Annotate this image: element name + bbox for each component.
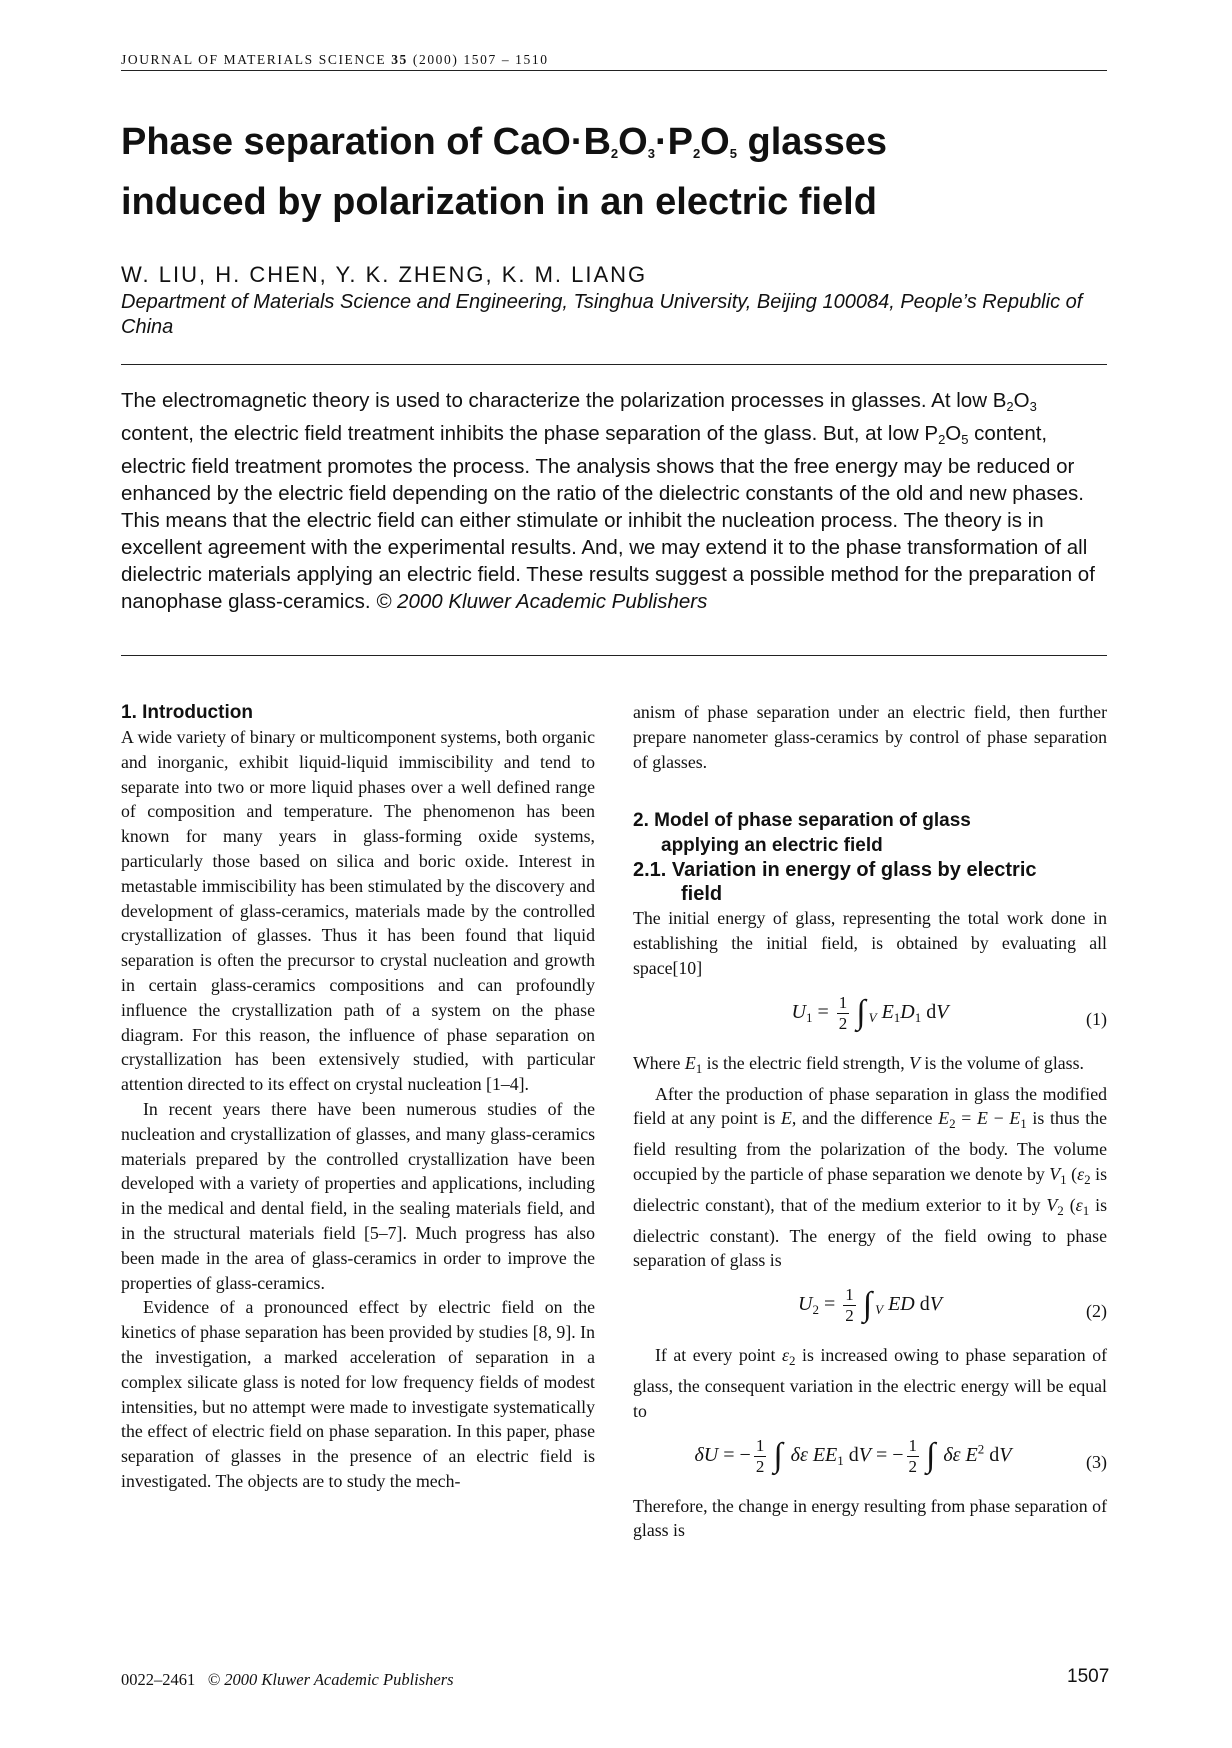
divider-bottom xyxy=(121,655,1107,656)
abstract-copyright: © 2000 Kluwer Academic Publishers xyxy=(376,590,708,613)
equation-2: $U_2$ = $\frac{1}{2}$ ∫ $_V$ ED dV (2) xyxy=(798,1285,1107,1326)
journal-volume: 35 xyxy=(391,52,408,67)
equation-1: $U_1$ = $\frac{1}{2}$ ∫ $_V$ $E_1D_1$ dV (1) xyxy=(791,992,1107,1033)
equation-number: (2) xyxy=(1086,1301,1107,1322)
article-title: Phase separation of $CaO\cdot B_2O_3\cdot P_2O_5$ glasses induced by polarization in an electric field xyxy=(121,121,887,223)
abstract: The electromagnetic theory is used to characterize the polarization processes in glasses. At low $B_2O_3$ content, the electric field treatment inhibits the phase separation of the glass. But, at low $P_2O_5$ content, electric field treatment promotes the process. The analysis shows that the free energy may be reduced or enhanced by the electric field depending on the ratio of the dielectric constants of the old and new phases. This means that the electric field can either stimulate or inhibit the nucleation process. The theory is in excellent agreement with the experimental results. And, we may extend it to the phase transformation of all dielectric materials applying an electric field. These results suggest a possible method for the preparation of nanophase glass-ceramics. © 2000 Kluwer Academic Publishers xyxy=(121,389,1095,613)
paragraph: The initial energy of glass, representing the total work done in establishing the initial field, is obtained by evaluating all space[10] xyxy=(633,908,1107,978)
equation-number: (1) xyxy=(1086,1008,1107,1029)
journal-name: JOURNAL OF MATERIALS SCIENCE xyxy=(121,52,387,67)
journal-year: (2000) xyxy=(412,52,459,67)
author-list: W. LIU, H. CHEN, Y. K. ZHENG, K. M. LIANG xyxy=(121,262,648,287)
footer-issn: 0022–2461 © 2000 Kluwer Academic Publishers xyxy=(121,1670,454,1689)
paragraph: A wide variety of binary or multicomponent systems, both organic and inorganic, exhibit liquid-liquid immiscibility and tend to separate into two or more liquid phases over a well defined range of composition and temperature. The phenomenon has been known for many years in glass-forming oxide systems, particularly those based on silica and boric oxide. Interest in metastable immiscibility has been stimulated by the discovery and development of glass-ceramics, materials made by the controlled crystallization of glasses. Thus it has been found that liquid separation is often the precursor to crystal nucleation and growth in certain glass-ceramics compositions and can profoundly influence the crystallization path of a system on the phase diagram. For this reason, the influence of phase separation on crystallization has been extensively studied, with particular attention directed to its effect on crystal nucleation [1–4]. xyxy=(121,727,595,1095)
paragraph: In recent years there have been numerous studies of the nucleation and crystallization of glasses, and many glass-ceramics materials prepared by the controlled crystallization have been developed with a variety of properties and applications, including in the medical and dental field, in the sealing materials field, and in the structural materials field [5–7]. Much progress has also been made in the area of glass-ceramics in order to improve the properties of glass-ceramics. xyxy=(121,1098,595,1293)
journal-pages: 1507 – 1510 xyxy=(463,52,549,67)
running-head xyxy=(121,52,1107,71)
paragraph: Evidence of a pronounced effect by electric field on the kinetics of phase separation has been provided by studies [8, 9]. In the investigation, a marked acceleration of separation in a complex silicate glass is noted for low frequency fields of modest intensities, but no attempt were made to investigate systematically the effect of electric field on phase separation. In this paper, phase separation of glasses in the presence of an electric field is investigated. The objects are to study the mech- xyxy=(121,1297,595,1491)
footer-copyright: © 2000 Kluwer Academic Publishers xyxy=(207,1670,454,1689)
page-number: 1507 xyxy=(1067,1666,1110,1687)
equation-number: (3) xyxy=(1086,1451,1107,1472)
column-right xyxy=(633,700,1107,1543)
paragraph: Where $E_1$ is the electric field strength, V is the volume of glass. xyxy=(633,1052,1084,1076)
equation-3: δU = − $\frac{1}{2}$ ∫ δε $EE_1$ dV = − $\frac{1}{2}$ ∫ δε $E^2$ dV (3) xyxy=(694,1435,1107,1476)
column-left xyxy=(121,700,595,1494)
paragraph: Therefore, the change in energy resulting from phase separation of glass is xyxy=(633,1495,1107,1541)
author-affiliation: Department of Materials Science and Engineering, Tsinghua University, Beijing 100084, People’s Republic of China xyxy=(121,291,1083,338)
section-heading-introduction: 1. Introduction xyxy=(121,702,253,723)
divider-top xyxy=(121,364,1107,365)
section-heading-model: 2. Model of phase separation of glass applying an electric field xyxy=(633,810,971,857)
paragraph: If at every point $\varepsilon_2$ is increased owing to phase separation of glass, the consequent variation in the electric energy will be equal to xyxy=(633,1345,1108,1421)
paragraph: After the production of phase separation in glass the modified field at any point is E, and the difference $E_2 = E - E_1$ is thus the field resulting from the polarization of the body. The volume occupied by the particle of phase separation we denote by $V_1$ ($\varepsilon_2$ is dielectric constant), that of the medium exterior to it by $V_2$ ($\varepsilon_1$ is dielectric constant). The energy of the field owing to phase separation of glass is xyxy=(633,1083,1107,1271)
paragraph: anism of phase separation under an electric field, then further prepare nanometer glass-ceramics by control of phase separation of glasses. xyxy=(633,702,1107,772)
subsection-heading-energy: 2.1. Variation in energy of glass by electric field xyxy=(633,859,1037,906)
